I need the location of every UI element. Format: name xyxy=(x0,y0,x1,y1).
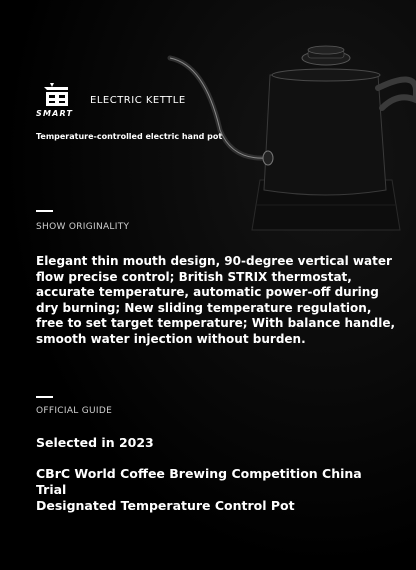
guide-line: CBrC World Coffee Brewing Competition China Trial xyxy=(36,466,362,497)
originality-label: SHOW ORIGINALITY xyxy=(36,222,130,232)
guide-line: Designated Temperature Control Pot xyxy=(36,498,295,513)
product-name: ELECTRIC KETTLE xyxy=(90,95,186,106)
brand-sub-label: SMART xyxy=(36,109,74,118)
section-divider xyxy=(36,210,53,212)
guide-label: OFFICIAL GUIDE xyxy=(36,406,113,416)
guide-title: Selected in 2023 xyxy=(36,435,154,450)
guide-body xyxy=(36,466,396,514)
brand-logo-icon xyxy=(38,82,76,108)
originality-description: Elegant thin mouth design, 90-degree vertical water flow precise control; British STRIX thermostat, accurate temperature, automatic power-off during dry burning; New sliding temperature regulation, free to set target temperature; With balance handle, smooth water injection without burden. xyxy=(36,254,396,346)
section-divider xyxy=(36,396,53,398)
product-tagline: Temperature-controlled electric hand pot xyxy=(36,132,223,141)
